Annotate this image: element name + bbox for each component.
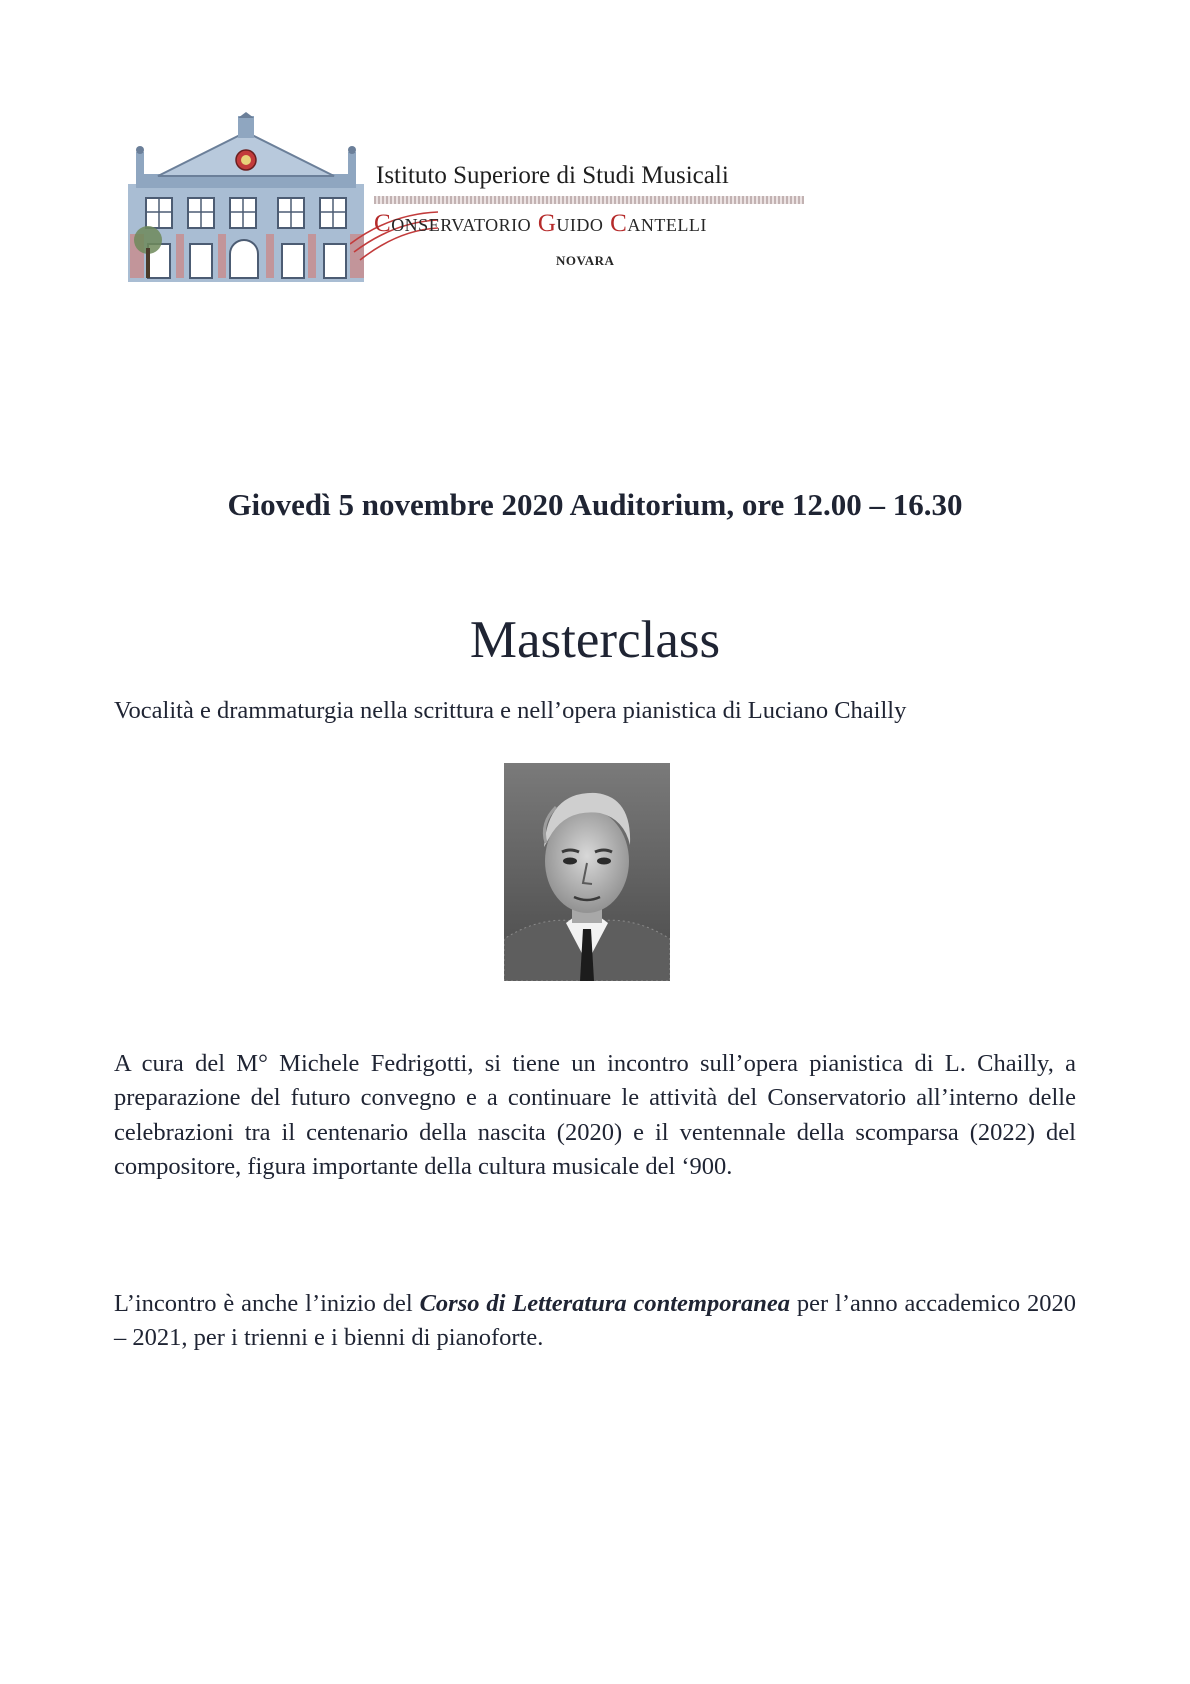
portrait-photo — [504, 763, 670, 981]
event-date-line: Giovedì 5 novembre 2020 Auditorium, ore 12.00 – 16.30 — [227, 487, 963, 522]
course-name: Corso di Letteratura contemporanea — [419, 1289, 791, 1317]
event-subtitle: Vocalità e drammaturgia nella scrittura e nell’opera pianistica di Luciano Chailly — [114, 697, 907, 724]
description-paragraph: A cura del M° Michele Fedrigotti, si tiene un incontro sull’opera pianistica di L. Chailly, a preparazione del futuro convegno e a continuare le attività del Conservatorio all’interno delle celebrazioni tra il centenario della nascita (2020) e il ventennale della scomparsa (2022) del compositore, figura importante della cultura musicale del ‘900. — [114, 1049, 1076, 1180]
conservatorio-name: Conservatorio Guido Cantelli — [374, 210, 707, 237]
building-illustration — [118, 112, 376, 282]
course-paragraph: L’incontro è anche l’inizio del Corso di Letteratura contemporanea per l’anno accademico 2020 – 2021, per i trienni e i bienni di pianoforte. — [114, 1289, 1076, 1351]
conservatorio-logo — [118, 112, 808, 282]
page-title: Masterclass — [469, 611, 721, 669]
decorative-stripe — [374, 196, 804, 204]
city-label: NOVARA — [556, 253, 615, 268]
institute-name: Istituto Superiore di Studi Musicali — [376, 162, 729, 189]
